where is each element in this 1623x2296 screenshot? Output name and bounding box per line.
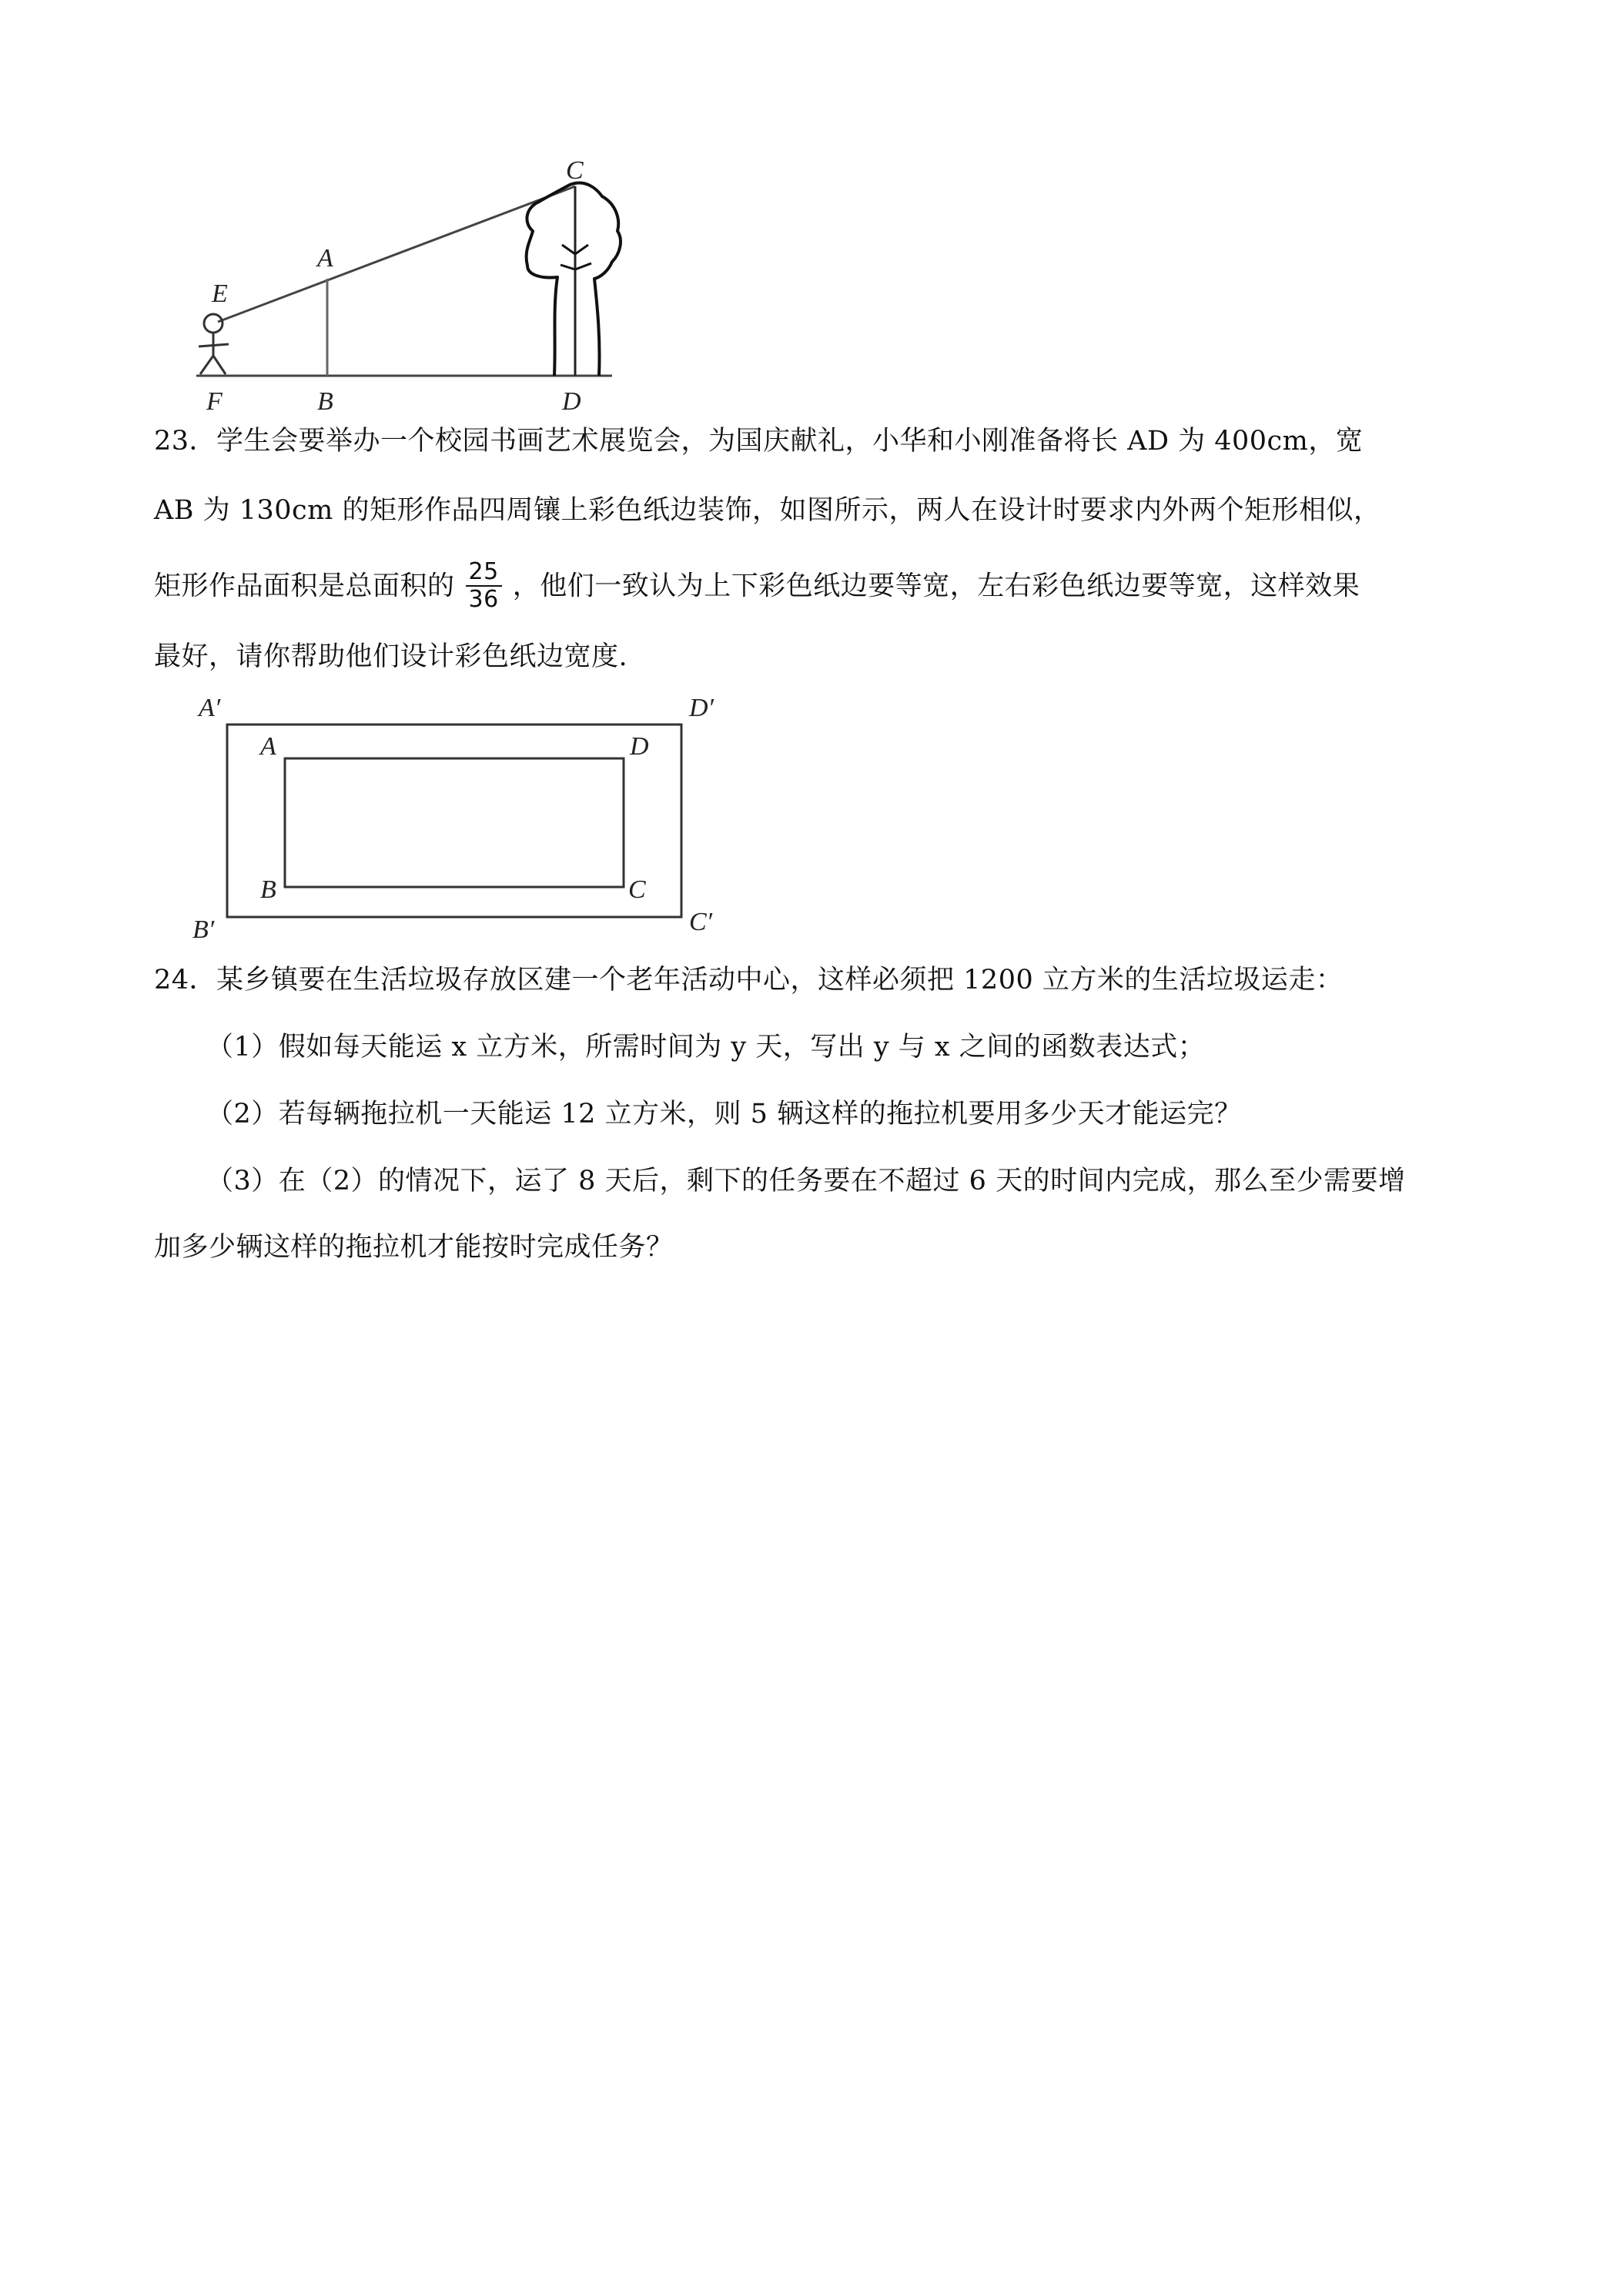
sight-line <box>218 186 575 322</box>
label-d-prime: D′ <box>689 694 714 722</box>
q23-line-1: 23．学生会要举办一个校园书画艺术展览会，为国庆献礼，小华和小刚准备将长 AD 为 400cm，宽 <box>154 426 1364 457</box>
inner-rectangle <box>285 758 624 887</box>
label-c: C <box>566 156 584 185</box>
q23-line-3-after: ，他们一致认为上下彩色纸边要等宽，左右彩色纸边要等宽，这样效果 <box>512 571 1360 602</box>
tree-measurement-figure <box>0 0 1623 431</box>
label-b-prime: B′ <box>192 915 215 944</box>
tree-outline <box>527 183 621 376</box>
q23-line-2: AB 为 130cm 的矩形作品四周镶上彩色纸边装饰，如图所示，两人在设计时要求内外两个矩形相似， <box>154 495 1381 526</box>
label-a: A <box>317 244 333 273</box>
q23-line-3-before: 矩形作品面积是总面积的 <box>154 571 455 602</box>
fraction-denominator: 36 <box>468 586 499 613</box>
q24-part-2: （2）若每辆拖拉机一天能运 12 立方米，则 5 辆这样的拖拉机要用多少天才能运完？ <box>206 1099 1242 1130</box>
q23-line-4: 最好，请你帮助他们设计彩色纸边宽度. <box>154 641 628 672</box>
label-a-inner: A <box>260 732 276 761</box>
label-a-prime: A′ <box>199 694 221 722</box>
person-figure <box>199 314 229 374</box>
q24-line-1: 24．某乡镇要在生活垃圾存放区建一个老年活动中心，这样必须把 1200 立方米的生活垃圾运走： <box>154 965 1344 996</box>
label-d: D <box>562 387 581 416</box>
q24-part-3-line-2: 加多少辆这样的拖拉机才能按时完成任务？ <box>154 1232 674 1263</box>
label-c-prime: C′ <box>689 908 713 936</box>
nested-rectangles-figure <box>0 685 1623 947</box>
q23-line-3 <box>154 558 1360 614</box>
fraction-numerator: 25 <box>466 559 502 587</box>
q24-part-1: （1）假如每天能运 x 立方米，所需时间为 y 天，写出 y 与 x 之间的函数表达式； <box>206 1032 1206 1063</box>
label-c-inner: C <box>628 875 646 904</box>
label-b: B <box>317 387 333 416</box>
q24-part-3-line-1: （3）在（2）的情况下，运了 8 天后，剩下的任务要在不超过 6 天的时间内完成，那么至少需要增 <box>206 1166 1406 1197</box>
label-d-inner: D <box>630 732 649 761</box>
area-ratio-fraction <box>466 559 502 613</box>
label-b-inner: B <box>260 875 276 904</box>
label-f: F <box>206 387 223 416</box>
label-e: E <box>212 279 228 308</box>
